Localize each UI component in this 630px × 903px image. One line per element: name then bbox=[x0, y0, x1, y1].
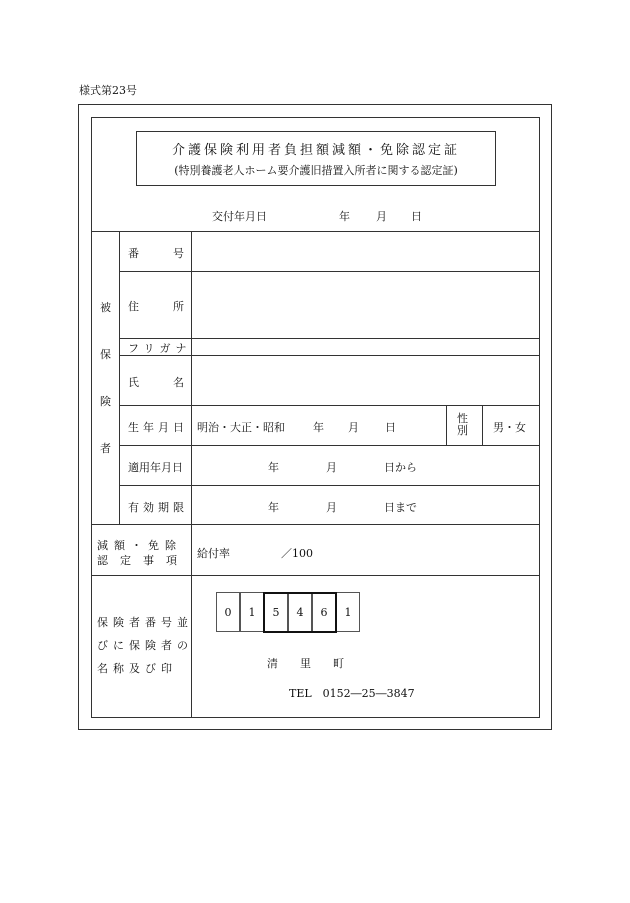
valid-day: 日まで bbox=[384, 501, 417, 514]
form-number: 様式第23号 bbox=[79, 84, 137, 97]
birth-label: 生年月日 bbox=[128, 421, 188, 434]
name-label-char: 名 bbox=[173, 376, 184, 389]
name-label bbox=[128, 374, 184, 390]
issue-day: 日 bbox=[411, 210, 422, 223]
address-label bbox=[128, 298, 184, 314]
name-label-char: 氏 bbox=[128, 376, 139, 389]
birth-year: 年 bbox=[313, 421, 324, 434]
address-label-char: 所 bbox=[173, 300, 184, 313]
insured-label-char: 保 bbox=[100, 348, 111, 361]
insurer-digit: 1 bbox=[336, 592, 360, 632]
applied-month: 月 bbox=[326, 461, 337, 474]
rate-value: ／100 bbox=[281, 547, 313, 560]
birth-month: 月 bbox=[348, 421, 359, 434]
issue-month: 月 bbox=[376, 210, 387, 223]
insurer-name: 清 里 町 bbox=[267, 657, 344, 670]
divider-number bbox=[119, 271, 540, 272]
insurer-digit: 4 bbox=[288, 592, 312, 632]
divider-name bbox=[119, 405, 540, 406]
certificate-subtitle: (特別養護老人ホーム要介護旧措置入所者に関する認定証) bbox=[174, 164, 458, 177]
sex-label: 性別 bbox=[457, 412, 468, 437]
insured-label-char: 者 bbox=[100, 442, 111, 455]
insurer-label-line1: 保険者番号並 bbox=[97, 616, 193, 629]
divider-insured bbox=[92, 524, 540, 525]
insured-label-char: 被 bbox=[100, 301, 111, 314]
divider-header bbox=[92, 231, 540, 232]
number-label bbox=[128, 245, 184, 261]
divider-reduction bbox=[92, 575, 540, 576]
divider-applied bbox=[119, 485, 540, 486]
reduction-label-line1: 減額・免除 bbox=[97, 539, 182, 552]
valid-year: 年 bbox=[268, 501, 279, 514]
insured-label-char: 険 bbox=[100, 395, 111, 408]
insurer-digit: 5 bbox=[264, 592, 288, 632]
divider-vertical-sex-left bbox=[446, 405, 447, 445]
issue-year: 年 bbox=[339, 210, 350, 223]
birth-day: 日 bbox=[385, 421, 396, 434]
divider-vertical-sex-right bbox=[482, 405, 483, 445]
rate-label: 給付率 bbox=[197, 547, 230, 560]
insurer-digit: 0 bbox=[216, 592, 240, 632]
reduction-label-line2: 認定事項 bbox=[97, 554, 189, 567]
divider-birth bbox=[119, 445, 540, 446]
birth-eras: 明治・大正・昭和 bbox=[197, 421, 285, 434]
insurer-tel: TEL 0152―25―3847 bbox=[289, 687, 415, 700]
insurer-digit: 1 bbox=[240, 592, 264, 632]
applied-year: 年 bbox=[268, 461, 279, 474]
number-label-char: 号 bbox=[173, 247, 184, 260]
applied-day: 日から bbox=[384, 461, 417, 474]
issue-date-label: 交付年月日 bbox=[212, 210, 267, 223]
insurer-label-line2: びに保険者の bbox=[97, 639, 193, 652]
certificate-title: 介護保険利用者負担額減額・免除認定証 bbox=[171, 143, 460, 158]
insurer-label-line3: 名称及び印 bbox=[97, 662, 177, 675]
valid-label: 有効期限 bbox=[128, 501, 188, 514]
number-label-char: 番 bbox=[128, 247, 139, 260]
valid-month: 月 bbox=[326, 501, 337, 514]
insurer-digit: 6 bbox=[312, 592, 336, 632]
divider-vertical-insured bbox=[119, 231, 120, 524]
furigana-label: フリガナ bbox=[128, 342, 192, 355]
sex-value: 男・女 bbox=[493, 421, 526, 434]
applied-label: 適用年月日 bbox=[128, 461, 183, 474]
divider-address bbox=[119, 338, 540, 339]
address-label-char: 住 bbox=[128, 300, 139, 313]
